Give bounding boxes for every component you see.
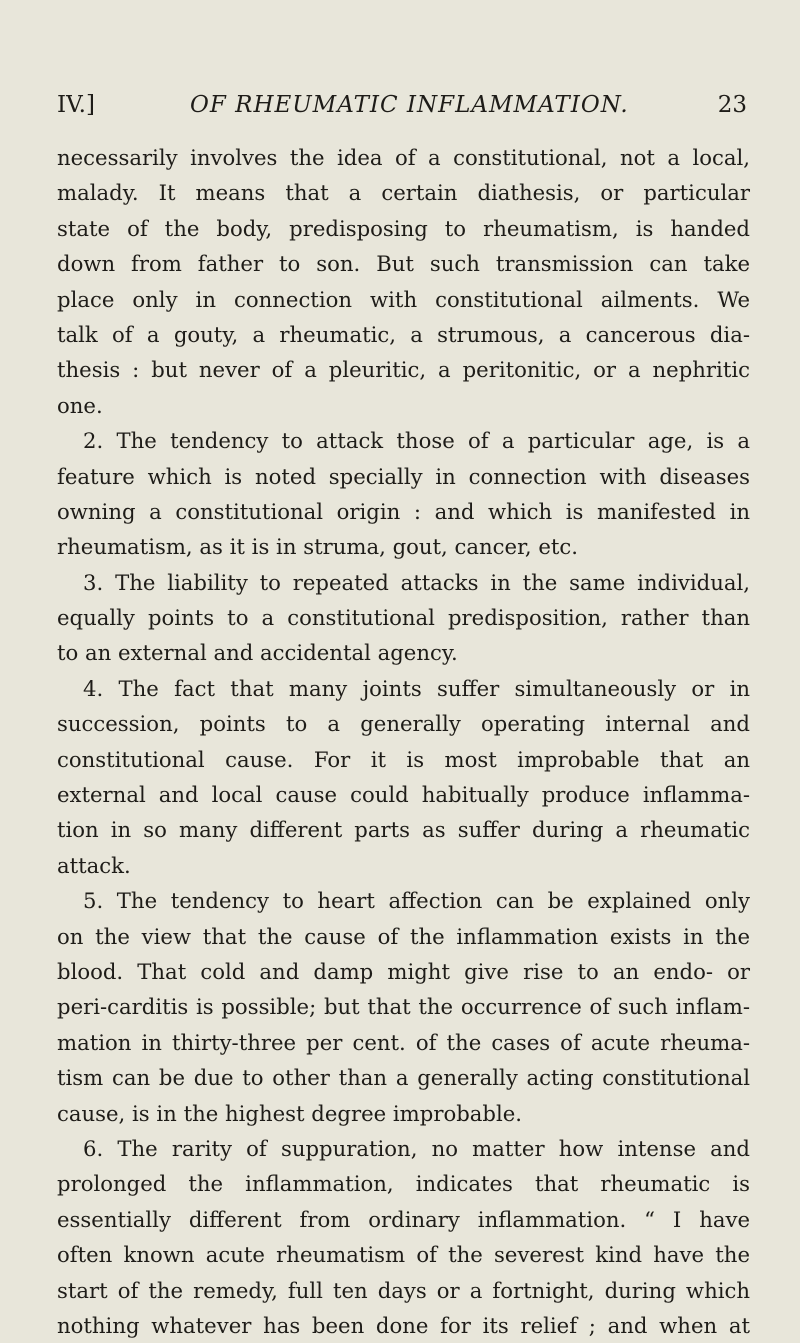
text-line: 2. The tendency to attack those of a particular age, is a	[83, 428, 750, 454]
text-line: external and local cause could habitually produce inflamma-	[57, 782, 750, 808]
text-line: often known acute rheumatism of the severest kind have the	[57, 1242, 750, 1268]
text-line: tion in so many different parts as suffer during a rheumatic	[57, 817, 750, 843]
text-line: place only in connection with constitutional ailments. We	[57, 286, 750, 312]
text-line: constitutional cause. For it is most improbable that an	[57, 746, 750, 772]
text-line: 4. The fact that many joints suffer simultaneously or in	[83, 675, 750, 701]
chapter-marker: IV.]	[57, 92, 95, 118]
text-line: talk of a gouty, a rheumatic, a strumous, a cancerous dia-	[57, 321, 750, 347]
text-line: feature which is noted specially in connection with diseases	[57, 463, 750, 489]
text-line: mation in thirty-three per cent. of the cases of acute rheuma-	[57, 1029, 750, 1055]
page-number: 23	[717, 92, 747, 118]
text-line: prolonged the inflammation, indicates that rheumatic is	[57, 1171, 750, 1197]
text-line: 5. The tendency to heart affection can be explained only	[83, 888, 750, 914]
text-line: tism can be due to other than a generally acting constitutional	[57, 1065, 750, 1091]
text-line: start of the remedy, full ten days or a fortnight, during which	[57, 1277, 750, 1303]
body-text	[57, 140, 750, 1343]
text-line: thesis : but never of a pleuritic, a peritonitic, or a nephritic	[57, 357, 750, 383]
text-line: blood. That cold and damp might give rise to an endo- or	[57, 958, 750, 984]
text-line: one.	[57, 392, 103, 418]
text-line: peri-carditis is possible; but that the occurrence of such inflam-	[57, 994, 750, 1020]
running-title: OF RHEUMATIC INFLAMMATION.	[190, 92, 629, 118]
text-line: rheumatism, as it is in struma, gout, cancer, etc.	[57, 534, 578, 560]
text-line: cause, is in the highest degree improbable.	[57, 1100, 523, 1126]
text-line: to an external and accidental agency.	[57, 640, 458, 666]
text-line: equally points to a constitutional predisposition, rather than	[57, 605, 750, 631]
text-line: owning a constitutional origin : and which is manifested in	[57, 498, 750, 524]
text-line: attack.	[57, 852, 131, 878]
running-header	[57, 92, 747, 132]
text-line: down from father to son. But such transmission can take	[57, 251, 750, 277]
text-line: on the view that the cause of the inflammation exists in the	[57, 923, 750, 949]
text-line: state of the body, predisposing to rheumatism, is handed	[57, 215, 750, 241]
text-line: 6. The rarity of suppuration, no matter how intense and	[83, 1135, 750, 1161]
text-line: succession, points to a generally operating internal and	[57, 711, 750, 737]
text-line: 3. The liability to repeated attacks in the same individual,	[83, 569, 750, 595]
text-line: nothing whatever has been done for its relief ; and when at	[57, 1312, 750, 1338]
text-line: malady. It means that a certain diathesis, or particular	[57, 180, 750, 206]
text-line: necessarily involves the idea of a constitutional, not a local,	[57, 145, 750, 170]
text-line: essentially different from ordinary inflammation. “ I have	[57, 1206, 750, 1232]
